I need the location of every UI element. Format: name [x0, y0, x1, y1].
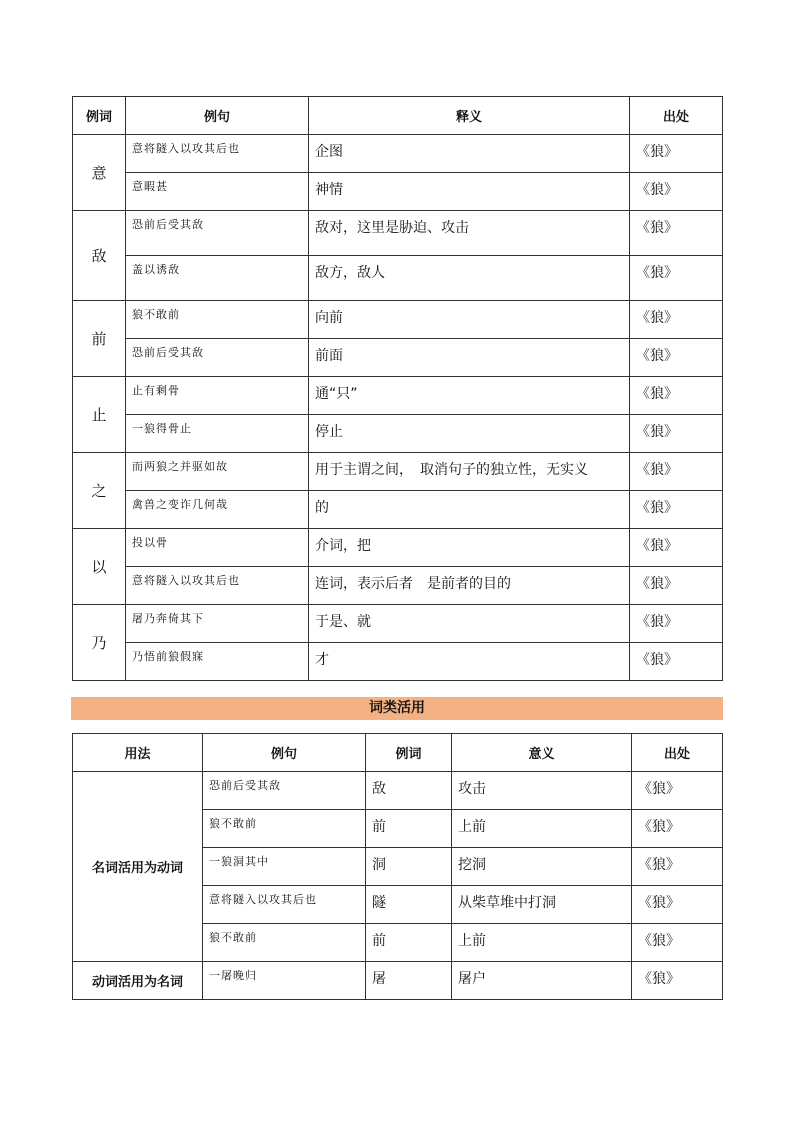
- example-cell: 一狼洞其中: [203, 848, 366, 886]
- word-meaning-table: [72, 96, 723, 681]
- meaning-cell: 攻击: [452, 772, 632, 810]
- header-example: 例句: [126, 97, 309, 135]
- header-meaning: 意义: [452, 734, 632, 772]
- source-cell: 《狼》: [632, 886, 723, 924]
- example-cell: 意将隧入以攻其后也: [126, 135, 309, 173]
- word-cell: 前: [366, 924, 452, 962]
- source-cell: 《狼》: [630, 605, 723, 643]
- table-row: [73, 491, 723, 529]
- word-cell: 隧: [366, 886, 452, 924]
- section-title: 词类活用: [71, 697, 723, 720]
- header-meaning: 释义: [309, 97, 630, 135]
- meaning-cell: 上前: [452, 810, 632, 848]
- table-row: [73, 339, 723, 377]
- word-cell: 前: [73, 301, 126, 377]
- example-cell: 止有剩骨: [126, 377, 309, 415]
- table-row: [73, 135, 723, 173]
- meaning-cell: 前面: [309, 339, 630, 377]
- table-header-row: [73, 97, 723, 135]
- source-cell: 《狼》: [630, 256, 723, 301]
- table-row: [73, 605, 723, 643]
- table-row: [73, 211, 723, 256]
- word-cell: 敌: [73, 211, 126, 301]
- example-cell: 而两狼之并驱如故: [126, 453, 309, 491]
- word-cell: 止: [73, 377, 126, 453]
- meaning-cell: 屠户: [452, 962, 632, 1000]
- source-cell: 《狼》: [630, 301, 723, 339]
- header-source: 出处: [630, 97, 723, 135]
- table-row: [73, 173, 723, 211]
- meaning-cell: 挖洞: [452, 848, 632, 886]
- meaning-cell: 才: [309, 643, 630, 681]
- example-cell: 狼不敢前: [203, 810, 366, 848]
- example-cell: 一屠晚归: [203, 962, 366, 1000]
- meaning-cell: 连词，表示后者 是前者的目的: [309, 567, 630, 605]
- word-cell: 以: [73, 529, 126, 605]
- source-cell: 《狼》: [630, 415, 723, 453]
- usage-cell: 动词活用为名词: [73, 962, 203, 1000]
- source-cell: 《狼》: [632, 810, 723, 848]
- meaning-cell: 企图: [309, 135, 630, 173]
- meaning-cell: 神情: [309, 173, 630, 211]
- table-row: [73, 643, 723, 681]
- table-row: [73, 529, 723, 567]
- example-cell: 禽兽之变诈几何哉: [126, 491, 309, 529]
- source-cell: 《狼》: [632, 848, 723, 886]
- word-cell: 屠: [366, 962, 452, 1000]
- meaning-cell: 向前: [309, 301, 630, 339]
- example-cell: 意暇甚: [126, 173, 309, 211]
- source-cell: 《狼》: [630, 453, 723, 491]
- header-source: 出处: [632, 734, 723, 772]
- table-row: [73, 301, 723, 339]
- table-header-row: [73, 734, 723, 772]
- example-cell: 乃悟前狼假寐: [126, 643, 309, 681]
- example-cell: 恐前后受其敌: [126, 339, 309, 377]
- example-cell: 恐前后受其敌: [203, 772, 366, 810]
- word-cell: 之: [73, 453, 126, 529]
- meaning-cell: 介词，把: [309, 529, 630, 567]
- table-row: [73, 962, 723, 1000]
- meaning-cell: 敌对，这里是胁迫、攻击: [309, 211, 630, 256]
- source-cell: 《狼》: [630, 567, 723, 605]
- table-row: [73, 567, 723, 605]
- header-usage: 用法: [73, 734, 203, 772]
- source-cell: 《狼》: [632, 924, 723, 962]
- example-cell: 狼不敢前: [126, 301, 309, 339]
- source-cell: 《狼》: [630, 529, 723, 567]
- source-cell: 《狼》: [630, 643, 723, 681]
- table-row: [73, 453, 723, 491]
- table-row: [73, 256, 723, 301]
- word-cell: 敌: [366, 772, 452, 810]
- meaning-cell: 停止: [309, 415, 630, 453]
- source-cell: 《狼》: [632, 772, 723, 810]
- source-cell: 《狼》: [630, 491, 723, 529]
- example-cell: 意将隧入以攻其后也: [126, 567, 309, 605]
- table-row: [73, 772, 723, 810]
- meaning-cell: 的: [309, 491, 630, 529]
- meaning-cell: 上前: [452, 924, 632, 962]
- example-cell: 投以骨: [126, 529, 309, 567]
- header-word: 例词: [73, 97, 126, 135]
- example-cell: 盖以诱敌: [126, 256, 309, 301]
- header-word: 例词: [366, 734, 452, 772]
- source-cell: 《狼》: [630, 377, 723, 415]
- word-cell: 前: [366, 810, 452, 848]
- meaning-cell: 于是、就: [309, 605, 630, 643]
- header-example: 例句: [203, 734, 366, 772]
- source-cell: 《狼》: [630, 135, 723, 173]
- meaning-cell: 通“只”: [309, 377, 630, 415]
- word-cell: 乃: [73, 605, 126, 681]
- source-cell: 《狼》: [630, 211, 723, 256]
- table-row: [73, 377, 723, 415]
- source-cell: 《狼》: [630, 339, 723, 377]
- meaning-cell: 从柴草堆中打洞: [452, 886, 632, 924]
- word-cell: 洞: [366, 848, 452, 886]
- source-cell: 《狼》: [630, 173, 723, 211]
- example-cell: 狼不敢前: [203, 924, 366, 962]
- table-row: [73, 415, 723, 453]
- example-cell: 意将隧入以攻其后也: [203, 886, 366, 924]
- meaning-cell: 用于主谓之间， 取消句子的独立性，无实义: [309, 453, 630, 491]
- example-cell: 屠乃奔倚其下: [126, 605, 309, 643]
- word-cell: 意: [73, 135, 126, 211]
- usage-cell: 名词活用为动词: [73, 772, 203, 962]
- source-cell: 《狼》: [632, 962, 723, 1000]
- example-cell: 一狼得骨止: [126, 415, 309, 453]
- word-usage-table: [72, 733, 723, 1000]
- meaning-cell: 敌方，敌人: [309, 256, 630, 301]
- example-cell: 恐前后受其敌: [126, 211, 309, 256]
